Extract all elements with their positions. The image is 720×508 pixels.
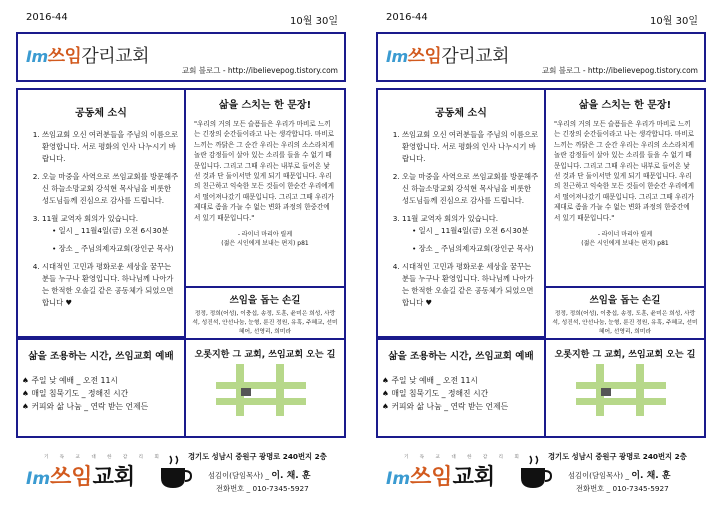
worship-title: 삶을 조용하는 시간, 쓰임교회 예배 — [388, 351, 534, 362]
issue-date: 10월 30일 — [650, 16, 698, 27]
news-subitem: • 일시 _ 11월4일(금) 오전 6시30분 — [52, 226, 169, 235]
news-item-text: 11월 교역자 회의가 있습니다. — [42, 214, 139, 223]
header-box — [376, 32, 706, 82]
worship-item: ♠ 커피와 삶 나눔 _ 연락 받는 언제든 — [22, 402, 149, 411]
logo-rest: 감리교회 — [441, 46, 509, 67]
footer — [378, 446, 708, 504]
helpers-title: 쓰임을 돕는 손길 — [589, 295, 661, 306]
helpers-box — [184, 286, 346, 340]
news-item: 4. 시대적인 고민과 평화로운 세상을 꿈꾸는 분들 누구나 환영입니다. 하나님께 나아가는 한적한 오솔길 같은 공동체가 되었으면 합니다 ♥ — [402, 261, 540, 309]
footer-logo-im: Im — [386, 469, 411, 489]
coffee-cup-icon — [158, 452, 192, 492]
footer-tagline: 기 독 교 대 한 감 리 회 — [44, 455, 164, 460]
news-item: 4. 시대적인 고민과 평화로운 세상을 꿈꾸는 분들 누구나 환영입니다. 하나님께 나아가는 한적한 오솔길 같은 공동체가 되었으면 합니다 ♥ — [42, 261, 180, 309]
blog-link[interactable]: 교회 블로그 - http://ibelievepog.tistory.com — [181, 66, 338, 75]
news-title: 공동체 소식 — [435, 108, 487, 119]
quote-book: (젊은 시인에게 보내는 편지) p81 — [581, 240, 669, 248]
issue-date: 10월 30일 — [290, 16, 338, 27]
logo-im: Im — [386, 47, 408, 66]
helpers-names: 정정, 정희(어성), 이충섭, 송정, 도훈, 윤미은 희성, 사랑석, 성진석, 안선나눔, 눈형, 룬진 정원, 유혹, 주혜교, 선미혜어, 선영리, 희미라 — [192, 311, 338, 335]
worship-item: ♠ 매일 침묵기도 _ 정해진 시간 — [22, 389, 129, 398]
worship-box — [376, 338, 546, 438]
worship-list — [382, 374, 544, 413]
worship-item: ♠ 커피와 삶 나눔 _ 연락 받는 언제든 — [382, 402, 509, 411]
quote-text: "우리의 거의 모든 슬픔들은 우리가 마비로 느끼는 긴장의 순간들이라고 나는 생각합니다. 마비로 느끼는 까닭은 그 순간 우리는 우리의 소스라치게 놀란 감정들이 살아 있는 소리를 들을 수 없기 때문입니다. 그리고 그때 우리는 내부로 들어온 낯선 것과 단 둘이서만 있게 되기 때문입니다. 우리의 친근하고 익숙한 모든 것들이 한순간 우리에게서 떨어져나갔기 때문입니다. 그리고 그때 우리가 제대로 좀을 가늘 수 없는 변화 과정의 한중간에 서 있기 때문입니다." — [554, 120, 694, 222]
blog-link[interactable]: 교회 블로그 - http://ibelievepog.tistory.com — [541, 66, 698, 75]
helpers-title: 쓰임을 돕는 손길 — [229, 295, 301, 306]
worship-item: ♠ 주일 낮 예배 _ 오전 11시 — [382, 376, 478, 385]
news-box — [16, 88, 186, 338]
worship-box — [16, 338, 186, 438]
footer-address: 경기도 성남시 중원구 광명로 240번지 2층 — [188, 452, 327, 461]
quote-book: (젊은 시인에게 보내는 편지) p81 — [221, 240, 309, 248]
logo-im: Im — [26, 47, 48, 66]
church-logo — [26, 42, 149, 68]
quote-author: - 라이너 마리아 릴케 — [597, 231, 653, 239]
footer-tagline: 기 독 교 대 한 감 리 회 — [404, 455, 524, 460]
quote-title: 삶을 스치는 한 문장! — [578, 100, 672, 111]
logo-ssu: 쓰임 — [407, 46, 442, 67]
map-box — [544, 338, 706, 438]
pastor-name: 이. 채. 훈 — [271, 471, 311, 481]
footer-phone: 전화번호 _ 010-7345-5927 — [216, 484, 309, 493]
footer-logo-rest: 교회 — [452, 465, 496, 490]
news-sublist — [402, 225, 540, 255]
news-list — [388, 129, 540, 309]
news-subitem: • 장소 _ 주님의제자교회(장인군 목사) — [412, 244, 534, 253]
pastor-label: 섬김이(담임목사) _ — [208, 471, 270, 480]
coffee-cup-icon — [518, 452, 552, 492]
logo-rest: 감리교회 — [81, 46, 149, 67]
footer-pastor — [208, 468, 311, 481]
footer-logo — [386, 454, 524, 491]
news-title: 공동체 소식 — [75, 108, 127, 119]
worship-title: 삶을 조용하는 시간, 쓰임교회 예배 — [28, 351, 174, 362]
footer-address: 경기도 성남시 중원구 광명로 240번지 2층 — [548, 452, 687, 461]
pastor-label: 섬김이(담임목사) _ — [568, 471, 630, 480]
quote-title: 삶을 스치는 한 문장! — [218, 100, 312, 111]
news-sublist — [42, 225, 180, 255]
logo-ssu: 쓰임 — [47, 46, 82, 67]
quote-text: "우리의 거의 모든 슬픔들은 우리가 마비로 느끼는 긴장의 순간들이라고 나는 생각합니다. 마비로 느끼는 까닭은 그 순간 우리는 우리의 소스라치게 놀란 감정들이 살아 있는 소리를 들을 수 없기 때문입니다. 그리고 그때 우리는 내부로 들어온 낯선 것과 단 둘이서만 있게 되기 때문입니다. 우리의 친근하고 익숙한 모든 것들이 한순간 우리에게서 떨어져나갔기 때문입니다. 그리고 그때 우리가 제대로 좀을 가늘 수 없는 변화 과정의 한중간에 서 있기 때문입니다." — [194, 120, 334, 222]
helpers-box — [544, 286, 706, 340]
helpers-names: 정정, 정희(어성), 이충섭, 송정, 도훈, 윤미은 희성, 사랑석, 성진석, 안선나눔, 눈형, 룬진 정원, 유혹, 주혜교, 선미혜어, 선영리, 희미라 — [552, 311, 698, 335]
directions-map — [546, 362, 704, 418]
news-item: 1. 쓰임교회 오신 여러분들을 주님의 이름으로 환영합니다. 서로 평화의 인사 나누시기 바랍니다. — [402, 129, 540, 165]
news-list — [28, 129, 180, 309]
map-box — [184, 338, 346, 438]
news-item-text: 11월 교역자 회의가 있습니다. — [402, 214, 499, 223]
footer — [18, 446, 348, 504]
footer-logo — [26, 454, 164, 491]
map-title: 오롯지한 그 교회, 쓰임교회 오는 길 — [554, 350, 696, 360]
issue-number: 2016-44 — [26, 12, 68, 23]
bulletin-page-left — [8, 0, 358, 508]
footer-pastor — [568, 468, 671, 481]
top-line — [386, 12, 700, 26]
church-logo — [386, 42, 509, 68]
top-line — [26, 12, 340, 26]
worship-list — [22, 374, 184, 413]
news-item: 1. 쓰임교회 오신 여러분들을 주님의 이름으로 환영합니다. 서로 평화의 인사 나누시기 바랍니다. — [42, 129, 180, 165]
issue-number: 2016-44 — [386, 12, 428, 23]
quote-box — [184, 88, 346, 288]
news-item — [42, 213, 180, 255]
worship-item: ♠ 매일 침묵기도 _ 정해진 시간 — [382, 389, 489, 398]
footer-logo-ssu: 쓰임 — [410, 465, 453, 490]
footer-logo-rest: 교회 — [92, 465, 136, 490]
quote-author: - 라이너 마리아 릴케 — [237, 231, 293, 239]
header-box — [16, 32, 346, 82]
news-item — [402, 213, 540, 255]
quote-box — [544, 88, 706, 288]
worship-item: ♠ 주일 낮 예배 _ 오전 11시 — [22, 376, 118, 385]
bulletin-page-right — [368, 0, 718, 508]
footer-phone: 전화번호 _ 010-7345-5927 — [576, 484, 669, 493]
news-subitem: • 일시 _ 11월4일(금) 오전 6시30분 — [412, 226, 529, 235]
news-item: 2. 오늘 마중을 사역으로 쓰임교회를 방문해주신 하늘소망교회 강석현 목사님을 비롯한 성도님들께 진심으로 감사를 드립니다. — [42, 171, 180, 207]
map-title: 오롯지한 그 교회, 쓰임교회 오는 길 — [194, 350, 336, 360]
footer-logo-ssu: 쓰임 — [50, 465, 93, 490]
news-subitem: • 장소 _ 주님의제자교회(장인군 목사) — [52, 244, 174, 253]
directions-map — [186, 362, 344, 418]
news-item: 2. 오늘 마중을 사역으로 쓰임교회를 방문해주신 하늘소망교회 강석현 목사님을 비롯한 성도님들께 진심으로 감사를 드립니다. — [402, 171, 540, 207]
news-box — [376, 88, 546, 338]
pastor-name: 이. 채. 훈 — [631, 471, 671, 481]
footer-logo-im: Im — [26, 469, 51, 489]
